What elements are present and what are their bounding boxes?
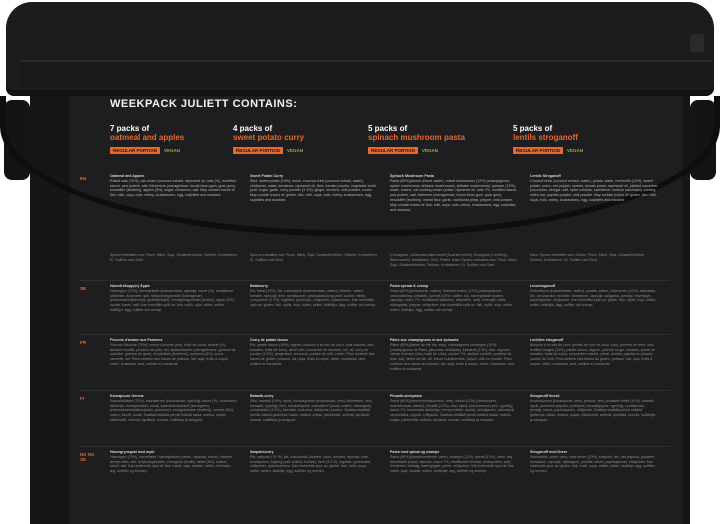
divider [80, 446, 670, 447]
cell-title: Curry de patate douce [250, 338, 288, 342]
ingredient-cell [110, 174, 238, 212]
divider [80, 280, 670, 281]
ingredients-band-fi [110, 394, 670, 423]
badges [368, 147, 488, 154]
portion-badge: REGULAR PORTION [233, 147, 283, 154]
cell-title: Pâtes aux champignons et aux épinards [390, 338, 459, 342]
cell-text: Pâtes (60%)(farine de blé dur, eau), champignons mélangés (12%) (champignons de Paris, pleurotes, shiitakés), épinards (13%), eau, oignons, crème d'avoine (eau, huile de colza, avoine 7%, amidon modifié, protéine de pois, sel), farine de blé, ail, levure nutritionnelle, poivre, chili en poudre. Peut contenir des traces de poisson, lait, soja, fruits à coque, céleri, crustacés, œuf, sulfites et moutarde. [390, 342, 515, 371]
ingredient-cell [390, 338, 518, 372]
portion-badge: REGULAR PORTION [513, 147, 563, 154]
product-lentils [513, 124, 633, 154]
ingredient-cell [250, 338, 378, 372]
ingredient-cell [390, 253, 518, 267]
cell-text: Pasta (60%)(durum wheat, water), mixed mushrooms (12%) (champignons, oyster mushrooms, shiitake mushrooms), shiitake mushrooms), spinach (13%), water, onions, oat cooking cream (water, rapeseed oil, oats 7%, modified starch, pea protein, salt, thickener (carrageenan, locust bean gum, guar gum), emulsifier (lecithin)), wheat flour, garlic, nutritional yeast, pepper, chili powder. May contain traces of: fish, milk, soya, nuts, celery, crustaceans, egg, sulphites and mustard. [390, 178, 518, 212]
cell-title: Søtpotetcurry [250, 450, 274, 454]
cell-text: Spuren enthalten von: Fisch, Milch, Soja, Schalenfrüchten, Sellerie, Krebstieren, Ei, Sulfiten und Senf. [110, 253, 238, 262]
pack-name: spinach mushroom pasta [368, 133, 465, 142]
cell-text: Riisi, bataatti (19%), sipuli, kookosjuoma (kookosuute, vesi), kikherneet, vesi, tomaatit, rypsiöljy, lime, tomaattijauhe, kasvisliemi (suola, sokeri, valkosipuli), currykastike (3.3%), inkivääri, kurkuma, chilijauhe, kumina. Saattaa sisältää pieniä määriä gluteenia, kalaa, maitoa, soijaa, pähkinöitä, selleriä, äyriäisiä, munaa, sulfiitteja ja sinappia. [250, 398, 373, 422]
cell-title: Lentilles stroganoff [530, 338, 564, 342]
cell-text: Havregryn (70%), havregrädde (kokosextrakt, rapsolja, havre (%), modifierad stärkelse, ärtprotein, salt, förtjockningsmedel (karragenan, johannesbrödkärnmjöl, guarkärnmjöl), emulgeringsmedel (lecitin)), äpple (5%), socker, kanel, salt. Kan innehålla spår av: fisk, mjölk, soja, nötter, selleri, kräftdjur, ägg, sulfiter och senap. [110, 288, 235, 312]
language-code: EN [80, 176, 87, 181]
contents-title: WEEKPACK JULIETT CONTAINS: [110, 98, 298, 110]
ingredients-band-scandinavian [110, 450, 670, 474]
cell-text: Rice, sweet potato (19%), onion, coconut drink (coconut extract, water), chickpeas, water, tomatoes, rapeseed oil, lime, tomato powder, vegetable broth (salt, sugar, garlic, curry powder (3.3%), ginger, turmeric, chili powder, cumin. May contain traces of: gluten, fish, milk, soya, nuts, celery, crustaceans, egg, sulphites and mustard. [250, 178, 376, 202]
lid-notch [690, 34, 704, 52]
portion-badge: REGULAR PORTION [110, 147, 160, 154]
lid-rim [20, 60, 712, 88]
cell-title: Stroganoff med linser [530, 450, 568, 454]
cell-text: Coconut drink (coconut extract, water), potato, water, red lentils (10%), sweet potato, onion, red pepper, carrots, tomato puree, rapeseed oil, pickled cucumber (cucumber, vinegar, salt, spice extracts, sweetener: sodium saccharin), parsley, rolled oat, paprika powder, chili powder. May contain traces of: gluten, fish, milk, soya, nuts, celery, crustaceans, egg, sulphites and mustard. [530, 178, 658, 202]
ingredient-cell [110, 338, 238, 372]
cell-title: Flocons d'avoine aux Pommes [110, 338, 163, 342]
divider [80, 390, 670, 391]
pack-count: 5 packs of [368, 124, 408, 133]
vegan-badge: VEGAN [164, 148, 181, 153]
ingredient-cell [250, 284, 378, 313]
cell-title: Stroganoff linssit [530, 394, 560, 398]
language-code: FI [80, 396, 84, 401]
ingredients-band-en [110, 174, 670, 212]
ingredient-cell [110, 284, 238, 313]
pack-name: oatmeal and apples [110, 133, 185, 142]
cell-title: Bataatti-curry [250, 394, 274, 398]
cell-title: Lentils Stroganoff [530, 174, 561, 178]
ingredient-cell [390, 174, 518, 212]
pack-name: lentils stroganoff [513, 133, 578, 142]
pack-count: 5 packs of [513, 124, 553, 133]
vegan-badge: VEGAN [567, 148, 584, 153]
cell-title: Batatcurry [250, 284, 268, 288]
ingredient-cell [530, 253, 658, 267]
product-pasta [368, 124, 488, 154]
cell-text: Kookosjuoma (kookosuute, vesi), peruna, vesi, punaiset linssit (10%), bataatti, sipuli, punainen paprika, porkkana, tomaattipyree, rypsiöljy, suolakurkku, persilja, kaura, paprikajauhe, chilijauhe. Saattaa sisältää pieniä määriä gluteenia, kalaa, maitoa, soijaa, pähkinöitä, selleriä, äyriäisiä, munaa, sulfiitteja ja sinappia. [530, 398, 656, 422]
ingredient-cell [110, 253, 238, 267]
ingredient-cell [390, 284, 518, 313]
cell-text: Riz, patate douce (19%), oignon, boisson à la noix de coco, pois chiches, eau, tomates, huile de colza, citron vert, concentré de tomates, sel, ail, curry en poudre (3.3%), gingembre, curcuma, poudre de chili, cumin. Peut contenir des traces de gluten, poisson, lait, soja, fruits à coque, céleri, crustacés, œuf, sulfites et moutarde. [250, 342, 375, 366]
ingredient-cell [250, 394, 378, 423]
cell-text: Boisson à la noix de coco (extrait de noix de coco, eau), pomme de terre, eau, lentilles rouges (10%), patate douce, oignon, poivron rouge, carottes, purée de tomates, huile de colza, concombre mariné, persil, avoine, paprika en poudre, poudre de chili. Peut contenir des traces de gluten, poisson, lait, soja, fruits à coque, céleri, crustacés, œuf, sulfites et moutarde. [530, 342, 656, 366]
pack-count: 7 packs of [110, 124, 150, 133]
bucket-lid [6, 2, 714, 96]
cell-text: (Carrageen, Johannisbrotkernmehl (Guarkernmehl), Emulgator (Lecithin)), Weizenmehl, Knoblauch, Chili, Pfeffer. Kann Spuren enthalten von: Fisch, Milch, Soja, Schalenfrüchten, Sellerie, Krebstieren, Ei, Sulfiten und Senf. [390, 253, 518, 267]
cell-title: Sweet Potato Curry [250, 174, 284, 178]
cell-text: Kaurahiutaleet (70%), kaurakerma (kookosuute, rypsiöljy, kaura (%), muunnettu tärkkelys, herneproteiini, suola, sakeuttamisaineet (karrageeni, johanneksenleipäpuujauho, guarkumi), emulgointiaine (lesitiini)), omena (5%), sokeri, kaneli, suola. Saattaa sisältää pieniä määriä kalaa, maitoa, soijaa, pähkinöitä, selleriä, äyriäisiä, munaa, sulfiitteja ja sinappia. [110, 398, 237, 422]
vegan-badge: VEGAN [422, 148, 439, 153]
language-code: SE [80, 286, 87, 291]
cell-text: Ris, søtpotet (19 %), løk, kokosdrikk, kikerter, vann, tomater, rapsolje, lime, tomatpulver, buljong (salt, sukker, hvitløk), karri (3.3 %), ingefær, gurkemeie, chilipulver, spisskummen. Kan inneholde spor av: gluten, fisk, melk, soya, nøtter, selleri, skalldyr, egg, sulfitter og sennep. [250, 454, 372, 474]
product-curry [233, 124, 353, 154]
portion-badge: REGULAR PORTION [368, 147, 418, 154]
cell-text: Kokosdrikk, potet, vann, røde linser (10%), søtpotet, løk, rød paprika, gulrøtter, tomatpuré, rapsolje, sylteagurk, persille, havre, paprikapulver, chilipulver. Kan inneholde spor av: gluten, fisk, melk, soya, nøtter, selleri, skalldyr, egg, sulfitter og sennep. [530, 454, 656, 474]
ingredient-cell [530, 174, 658, 212]
cell-title: Pasta spenat & svamp [390, 284, 429, 288]
ingredient-cell [390, 450, 518, 474]
vegan-badge: VEGAN [287, 148, 304, 153]
language-code: FR [80, 340, 86, 345]
badges [513, 147, 633, 154]
pack-name: sweet potato curry [233, 133, 305, 142]
product-oatmeal [110, 124, 230, 154]
cell-title: Pasta med spinat og svampe [390, 450, 440, 454]
language-code: DK NO SE [80, 452, 95, 462]
ingredient-cell [530, 450, 658, 474]
ingredient-cell [250, 174, 378, 212]
cell-text: Spuren enthalten von: Fisch, Milch, Soja, Schalenfrüchten, Sellerie, Krebstieren, Ei, Sulfiten und Senf. [250, 253, 378, 262]
divider [80, 334, 670, 335]
badges [233, 147, 353, 154]
ingredients-band-fr [110, 338, 670, 372]
ingredient-cell [390, 394, 518, 423]
cell-title: Kaurapuuro Omena [110, 394, 144, 398]
cell-title: Havregrynsgrøt med æple [110, 450, 155, 454]
cell-text: Kann Spuren enthalten von: Gluten, Fisch, Milch, Soja, Schalenfrüchten, Sellerie, Krebstieren, Ei, Sulfiten und Senf. [530, 253, 646, 262]
ingredient-cell [530, 284, 658, 313]
cell-text: Havregryn (70%), havrefløde / havregrädde (vatten, rapsolja, havre), stivelse, ærteprotein, salt, fortykningsmidler, emulgator (lecitin), æble (5%), sukker, kanel, salt. Kan indeholde spor af: fisk, mælk, soja, nødder, selleri, krebsdyr, æg, sulfitter og sennep. [110, 454, 234, 474]
cell-text: Ris, batat (19%), lök, kokosdryck (kokosextrakt, vatten), kikärter, vatten, tomater, rapsolja, lime, tomatpulver, grönsaksbuljong (salt, socker, vitlök), currypulver (3.3%), ingefära, gurkmeja, chilipulver, spiskummin. Kan innehålla spår av: gluten, fisk, mjölk, soja, nötter, selleri, kräftdjur, ägg, sulfiter och senap. [250, 288, 377, 308]
cell-title: Linsstroganoff [530, 284, 556, 288]
ingredients-band-de [110, 253, 670, 267]
cell-text: Pasta (60%)(durumvehnäsuurimo, vesi), sieniä (12%) (herkkusieni, osterivinokas, siitake), pinaatti (13%), vesi, sipuli, kaura-kerma (vesi, rypsiöljy, kaura 7%, muunnettu tärkkelys, herneproteiini, suola), vehnäjauho, valkosipuli, ravintohiiva, pippuri, chilijauhe. Saattaa sisältää pieniä määriä kalaa, maitoa, soijaa, pähkinöitä, selleriä, äyriäisiä, munaa, sulfiitteja ja sinappia. [390, 398, 516, 422]
cell-title: Havrefrökopp(er) Äpple [110, 284, 151, 288]
ingredient-cell [530, 338, 658, 372]
ingredient-cell [110, 394, 238, 423]
cell-title: Spinach Mushroom Pasta [390, 174, 434, 178]
cell-title: Pinaatti-sienipasta [390, 394, 422, 398]
badges [110, 147, 230, 154]
cell-title: Oatmeal and Apples [110, 174, 145, 178]
ingredient-cell [250, 253, 378, 267]
ingredients-band-se [110, 284, 670, 313]
ingredient-cell [530, 394, 658, 423]
ingredient-cell [110, 450, 238, 474]
cell-text: Kokosdryck (kokosextrakt, vatten), potatis, vatten, röda linser (10%), sötpotatis, lök, röd paprika, morötter, tomatpuré, rapsolja, saltgurka, persilja, havregryn, paprikapulver, chilipulver. Kan innehålla spår av: gluten, fisk, mjölk, soja, nötter, selleri, kräftdjur, ägg, sulfiter och senap. [530, 288, 657, 308]
cell-text: Flocons d'avoine (70%), crème d'avoine (eau, huile de colza, avoine (%), amidon modifié, protéine de pois, sel, épaississants (carraghénane, gomme de caroube, gomme de guar), émulsifiant (lécithine)), pommes (5%), sucre, cannelle, sel. Peut contenir des traces de poisson, lait, soja, fruits à coque, céleri, crustacés, œuf, sulfites et moutarde. [110, 342, 236, 366]
cell-text: Pasta (60%)(durumvete, vatten), blandad svamp (12%) (champinjoner, ostronskivling, shiitake), spenat (13%), vatten, lök, havregrädde (vatten, rapsolja, havre 7%, modifierad stärkelse, ärtprotein, salt), vetemjöl, vitlök, näringsjäst, peppar, chilipulver. Kan innehålla spår av: fisk, mjölk, soja, nötter, selleri, kräftdjur, ägg, sulfiter och senap. [390, 288, 514, 312]
cell-text: Rolled oats (70%), oat cream (coconut extract, rapeseed oil, oats (%), modified starch, pea protein, salt, thickeners (carrageenan, locust bean gum, guar gum), emulsifier (lecithin)), apples (5%), sugar, cinnamon, salt. May contain traces of: fish, milk, soya, nuts, celery, crustaceans, egg, sulphites and mustard. [110, 178, 236, 198]
ingredient-cell [250, 450, 378, 474]
pack-count: 4 packs of [233, 124, 273, 133]
cell-text: Pasta (60%)(durumhvedemel, vand), svampe (12%), spinat (13%), vand, løg, havrefløde (vand, rapsolie, havre 7%, modificeret stivelse, ærteprotein, salt), hvedemel, hvidløg, næringsgær, peber, chilipulver. Kan indeholde spor af: fisk, mælk, soja, nødder, selleri, krebsdyr, æg, sulfitter og sennep. [390, 454, 515, 474]
